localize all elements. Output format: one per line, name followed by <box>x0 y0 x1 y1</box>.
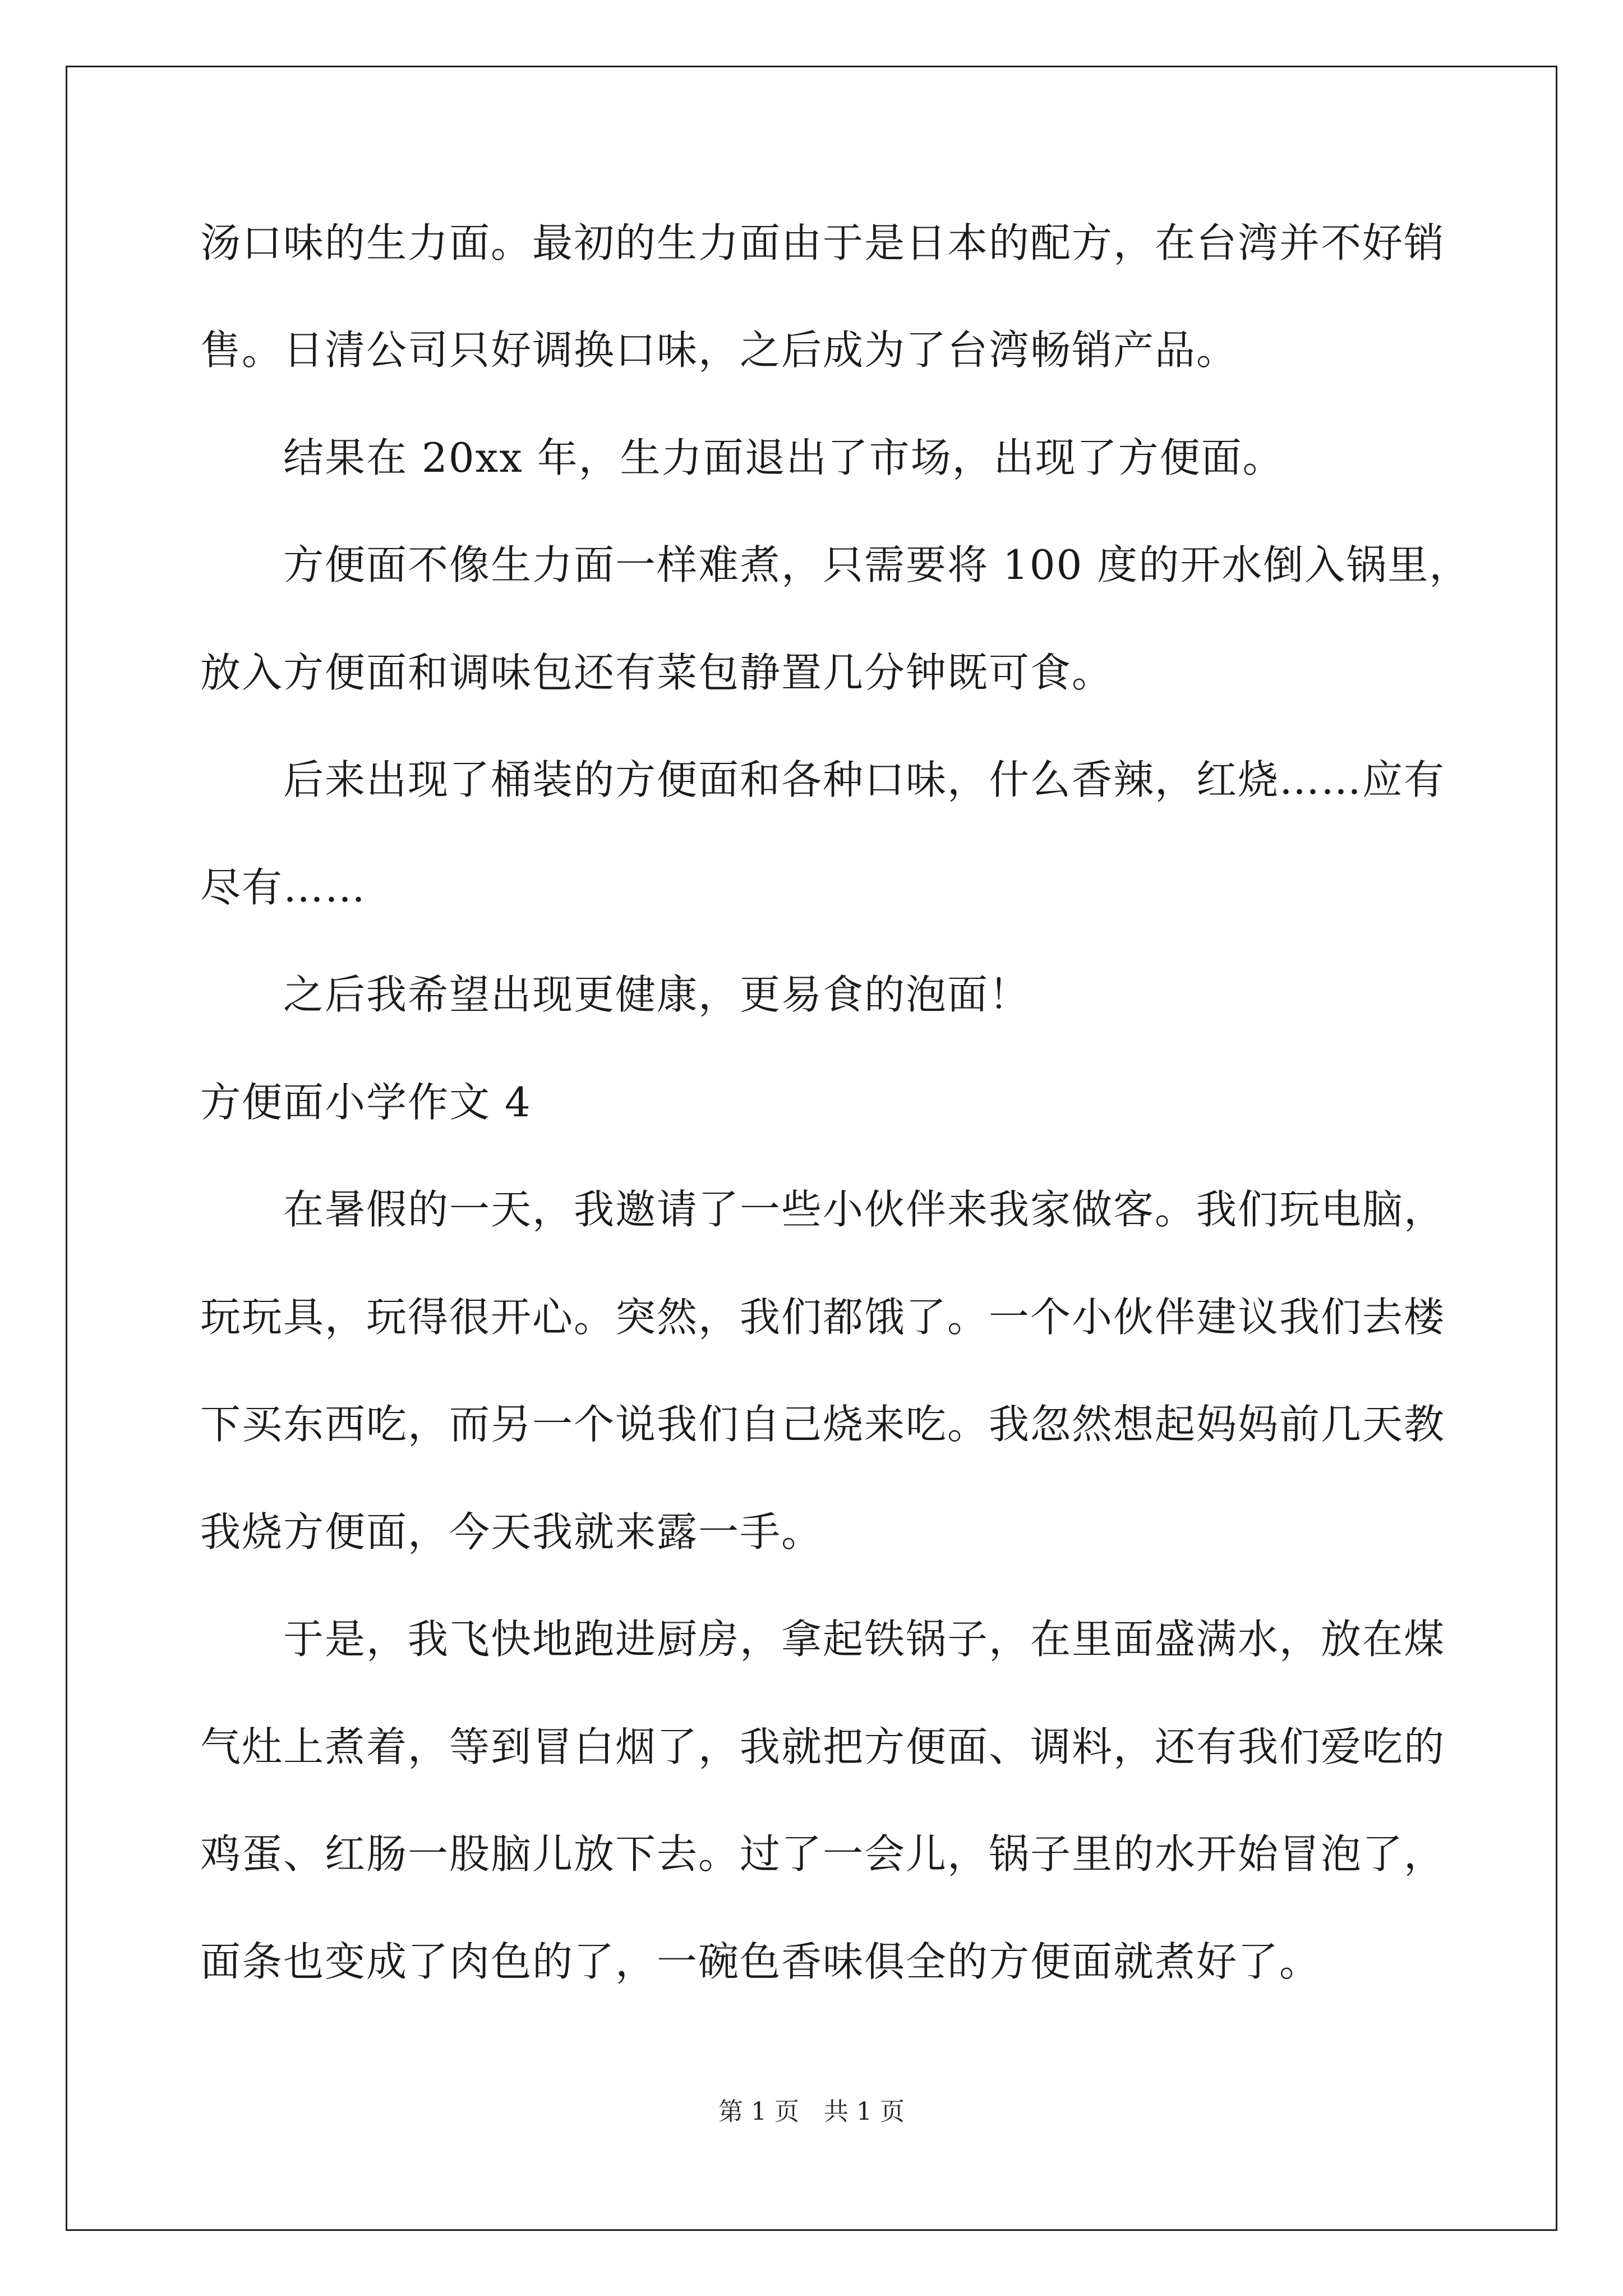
page-footer: 第 1 页 共 1 页 <box>718 2097 905 2126</box>
paragraph-start: 结果在 20xx 年，生力面退出了市场，出现了方便面。 <box>283 434 1284 481</box>
section-heading: 方便面小学作文 4 <box>200 1079 532 1126</box>
text-line: 我烧方便面，今天我就来露一手。 <box>200 1508 823 1556</box>
page-border <box>66 66 1557 2231</box>
text-line: 气灶上煮着，等到冒白烟了，我就把方便面、调料，还有我们爱吃的 <box>200 1723 1446 1770</box>
text-line: 售。日清公司只好调换口味，之后成为了台湾畅销产品。 <box>200 326 1238 374</box>
text-line: 下买东西吃，而另一个说我们自己烧来吃。我忽然想起妈妈前几天教 <box>200 1401 1446 1448</box>
paragraph-start: 之后我希望出现更健康，更易食的泡面！ <box>283 971 1031 1018</box>
paragraph-start: 方便面不像生力面一样难煮，只需要将 100 度的开水倒入锅里， <box>283 541 1471 588</box>
text-line: 放入方便面和调味包还有菜包静置几分钟既可食。 <box>200 649 1114 696</box>
text-line: 尽有…… <box>200 864 367 911</box>
text-line: 汤口味的生力面。最初的生力面由于是日本的配方，在台湾并不好销 <box>200 219 1446 266</box>
paragraph-start: 在暑假的一天，我邀请了一些小伙伴来我家做客。我们玩电脑， <box>283 1186 1446 1233</box>
text-line: 面条也变成了肉色的了，一碗色香味俱全的方便面就煮好了。 <box>200 1938 1321 1985</box>
text-line: 玩玩具，玩得很开心。突然，我们都饿了。一个小伙伴建议我们去楼 <box>200 1294 1446 1341</box>
text-line: 鸡蛋、红肠一股脑儿放下去。过了一会儿，锅子里的水开始冒泡了， <box>200 1830 1446 1878</box>
paragraph-start: 于是，我飞快地跑进厨房，拿起铁锅子，在里面盛满水，放在煤 <box>283 1616 1446 1663</box>
paragraph-start: 后来出现了桶装的方便面和各种口味，什么香辣，红烧……应有 <box>283 756 1446 803</box>
